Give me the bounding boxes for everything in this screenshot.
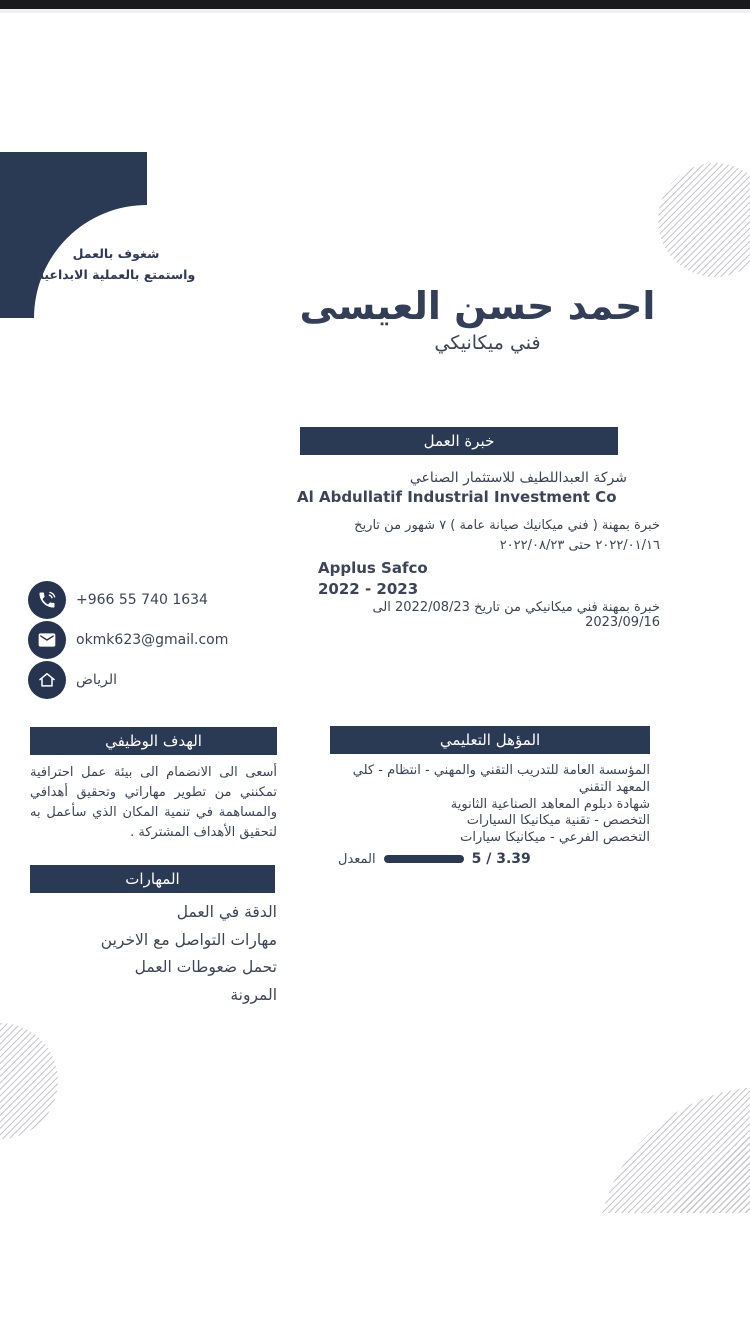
objective-text: أسعى الى الانضمام الى بيئة عمل احترافية تمكنني من تطوير مهاراتي وتحقيق أهدافي والمساهمة في تنمية المكان الذي سأعمل به لتحقيق الأهداف المشتركة .: [30, 765, 277, 840]
status-bar: [0, 0, 750, 9]
education-line: التخصص الفرعي - ميكانيكا سيارات: [460, 830, 650, 846]
hatched-circle-bottom-right-clip: [0, 1080, 750, 1213]
education-lines: [330, 763, 650, 847]
contact-list: [28, 581, 288, 701]
company-name-arabic: شركة العبداللطيف للاستثمار الصناعي: [409, 470, 627, 486]
contact-row-phone: [28, 581, 288, 619]
employer-2-name: Applus Safco: [318, 559, 428, 577]
email-icon: [28, 621, 66, 659]
skill-item: الدقة في العمل: [176, 903, 277, 921]
gpa-value: 5 / 3.39: [471, 851, 531, 867]
status-bar-divider: [0, 9, 750, 13]
skills-list: [30, 899, 277, 1009]
gpa-row: [338, 851, 531, 867]
contact-row-email: [28, 621, 288, 659]
skill-item: المرونة: [230, 985, 277, 1004]
gpa-label: المعدل: [338, 851, 376, 867]
motto: [36, 243, 196, 285]
employer-2-block: [318, 558, 428, 600]
hatched-circle-top-right: [658, 163, 750, 277]
experience-details-1: خبرة بمهنة ( فني ميكانيك صيانة عامة ) ٧ شهور من تاريخ ٢٠٢٢/٠١/١٦ حتى ٢٠٢٢/٠٨/٢٣: [354, 518, 660, 553]
section-header-objective: الهدف الوظيفي: [30, 727, 277, 755]
contact-city: الرياض: [76, 672, 117, 688]
section-header-skills: المهارات: [30, 865, 275, 893]
company-block: [297, 470, 627, 506]
company-name-english: Al Abdullatif Industrial Investment Co: [297, 488, 617, 506]
phone-icon: [28, 581, 66, 619]
candidate-job-title: فني ميكانيكي: [434, 332, 541, 354]
home-icon: [28, 661, 66, 699]
contact-row-city: [28, 661, 288, 699]
education-line: شهادة دبلوم المعاهد الصناعية الثانوية: [450, 796, 650, 812]
education-line: المؤسسة العامة للتدريب التقني والمهني - انتظام - كلي: [352, 763, 650, 778]
motto-line1: شغوف بالعمل: [72, 246, 160, 261]
gpa-progress-bar: [384, 855, 464, 863]
education-line: التخصص - تقنية ميكانيكا السيارات: [466, 813, 650, 829]
motto-line2: واستمتع بالعملية الابداعية: [36, 267, 196, 282]
education-line: المعهد التقني: [578, 779, 650, 795]
employer-2-period: 2022 - 2023: [318, 580, 419, 598]
corner-curve-cutout: [34, 205, 260, 431]
experience-details-2: خبرة بمهنة فني ميكانيكي من تاريخ 2022/08/23 الى 2023/09/16: [372, 600, 660, 630]
hatched-circle-bottom-right: [597, 1087, 750, 1213]
corner-navy-shape: [0, 152, 147, 318]
skill-item: مهارات التواصل مع الاخرين: [100, 930, 277, 949]
section-header-education: المؤهل التعليمي: [330, 726, 650, 754]
section-header-experience: خبرة العمل: [300, 427, 618, 455]
contact-phone: +966 55 740 1634: [76, 592, 208, 608]
skill-item: تحمل ضعوطات العمل: [134, 958, 277, 976]
candidate-name: احمد حسن العيسى: [299, 284, 656, 328]
contact-email: okmk623@gmail.com: [76, 632, 229, 648]
